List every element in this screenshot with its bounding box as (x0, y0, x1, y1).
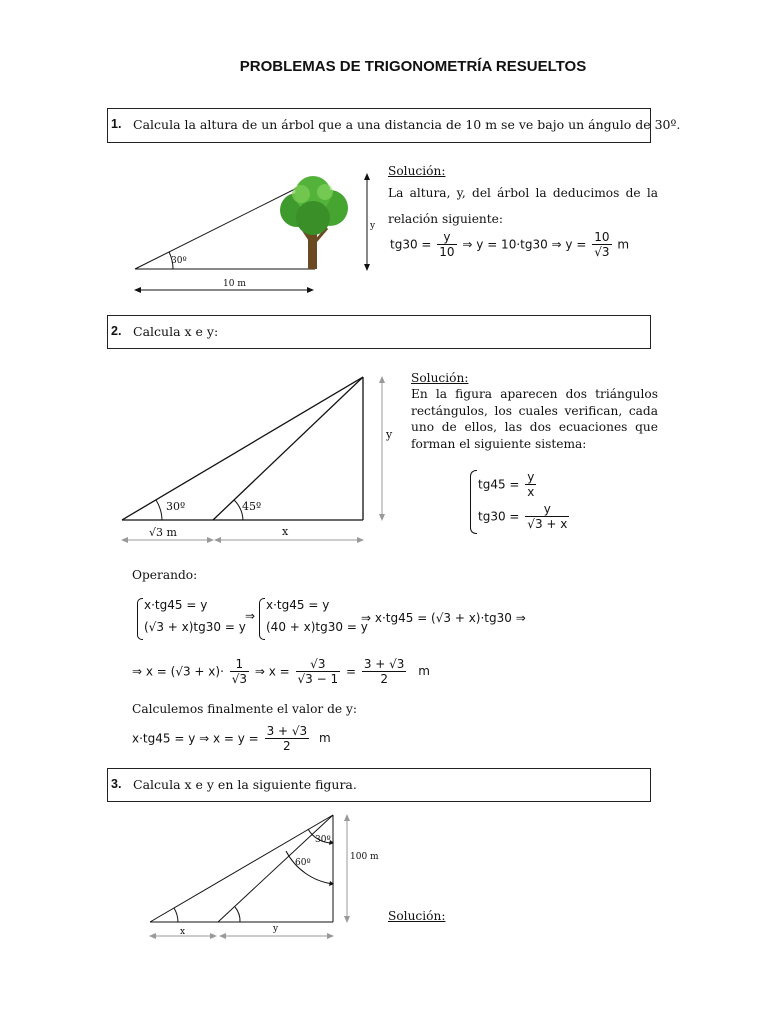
calc-y-text: Calculemos finalmente el valor de y: (132, 702, 357, 716)
problem-3-box (107, 768, 651, 802)
problem-3-figure (140, 810, 390, 945)
problem-1-solution-label (388, 162, 445, 181)
op2-line1: x·tg45 = y (266, 598, 330, 612)
sys2-den: √3 + x (527, 517, 568, 532)
line2-f1-den: √3 (231, 672, 248, 687)
op2-line2: (40 + x)tg30 = y (266, 620, 368, 634)
tree-icon (280, 176, 348, 269)
op-tail: ⇒ x·tg45 = (√3 + x)·tg30 ⇒ (361, 611, 526, 625)
sys2-num: y (525, 502, 569, 517)
sys2-lhs: tg30 = (478, 509, 520, 524)
eq1-unit: m (617, 237, 630, 252)
eq1-frac2-den: √3 (594, 245, 610, 260)
tree-angle-label: 30º (171, 256, 187, 266)
solution-label-3: Solución: (388, 909, 446, 923)
problem-1-solution-text: La altura, y, del árbol la deducimos de la relación siguiente: (388, 186, 658, 226)
final-num: 3 + √3 (266, 724, 308, 738)
line2-unit: m (418, 664, 430, 679)
op-brace-1 (137, 598, 143, 640)
two-triangles-figure (115, 370, 400, 550)
line2-part-b: ⇒ x = (254, 664, 290, 679)
x-derivation-line (132, 657, 430, 687)
final-result (132, 724, 331, 754)
solution-label-2: Solución: (411, 371, 469, 385)
sys1-den: x (527, 485, 535, 500)
tree-y-label: y (370, 221, 376, 231)
height-y-label: y (386, 428, 393, 441)
problem-2-number: 2. (111, 324, 122, 338)
base-sqrt3-label: √3 m (149, 526, 177, 539)
line2-f2-num: √3 (296, 657, 341, 672)
problem-3-solution-label (388, 907, 445, 926)
p3-height-label: 100 m (350, 852, 379, 862)
problem-1-box (107, 108, 681, 143)
p3-y-label: y (273, 924, 279, 934)
system-brace (470, 470, 477, 534)
system-eq-2 (478, 502, 571, 532)
solution-label-1: Solución: (388, 164, 446, 178)
final-part-a: x·tg45 = y ⇒ x = y = (132, 731, 259, 746)
op1-line1: x·tg45 = y (144, 598, 208, 612)
final-den: 2 (283, 739, 291, 754)
system-eq-1 (478, 470, 538, 500)
line2-f2-den: √3 − 1 (297, 672, 339, 687)
problem-2-statement: Calcula x e y: (133, 324, 219, 339)
problem-2-solution-text: En la figura aparecen dos triángulos rectángulos, los cuales verifican, cada uno de ellos, las dos ecuaciones que forman el siguiente sistema: (411, 387, 658, 451)
p3-angle-30-label: 30º (315, 835, 331, 845)
eq1-frac1-den: 10 (439, 245, 455, 260)
eq1-part-b: ⇒ y = 10·tg30 ⇒ y = (462, 237, 587, 252)
final-unit: m (319, 731, 331, 746)
sys1-num: y (527, 470, 535, 484)
op1-line2: (√3 + x)tg30 = y (144, 620, 246, 634)
op-arrow-1: ⇒ (245, 609, 256, 623)
problem-3-number: 3. (111, 777, 122, 791)
page-title: PROBLEMAS DE TRIGONOMETRÍA RESUELTOS (239, 58, 587, 75)
eq1-frac2-num: 10 (594, 230, 610, 244)
operando-label: Operando: (132, 568, 198, 582)
op-brace-2 (259, 598, 265, 640)
angle-30-label: 30º (166, 500, 186, 513)
line2-f3-num: 3 + √3 (363, 657, 405, 671)
tree-figure (125, 170, 385, 300)
line2-part-a: ⇒ x = (√3 + x)· (132, 664, 224, 679)
tree-distance-label: 10 m (223, 279, 246, 289)
line2-equals: = (345, 664, 357, 679)
line2-f1-num: 1 (230, 657, 249, 672)
line2-f3-den: 2 (380, 672, 388, 687)
problem-2-box (107, 315, 651, 349)
base-x-label: x (282, 525, 289, 538)
problem-1-number: 1. (111, 117, 122, 131)
p3-angle-60-label: 60º (295, 858, 311, 868)
p3-x-label: x (180, 927, 186, 937)
eq1-part-a: tg30 = (390, 237, 432, 252)
problem-1-statement: Calcula la altura de un árbol que a una distancia de 10 m se ve bajo un ángulo de 30º. (133, 117, 681, 132)
problem-3-statement: Calcula x e y en la siguiente figura. (133, 777, 357, 792)
sys1-lhs: tg45 = (478, 477, 520, 492)
angle-45-label: 45º (242, 500, 262, 513)
problem-1-equation (390, 230, 629, 260)
eq1-frac1-num: y (437, 230, 456, 245)
